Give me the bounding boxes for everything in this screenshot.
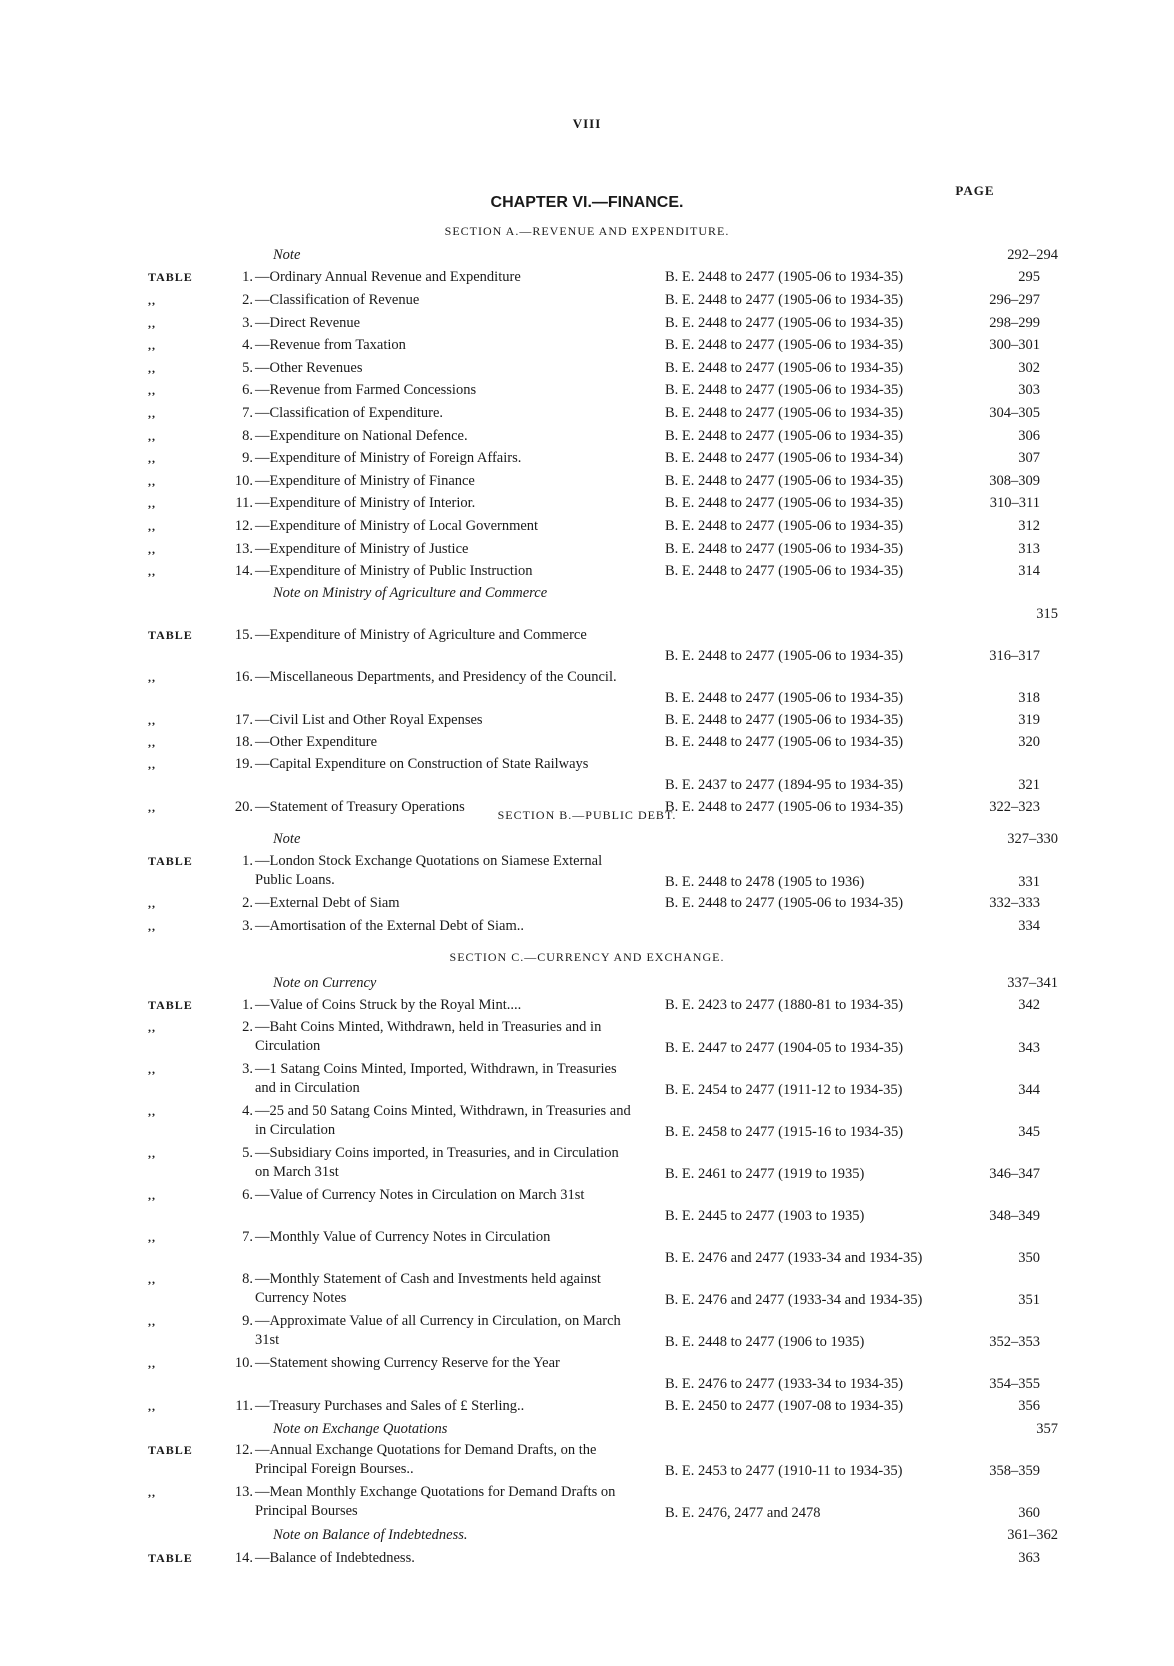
toc-entry — [148, 1269, 1040, 1311]
table-label: ,, — [148, 918, 156, 933]
year-range: B. E. 2445 to 2477 (1903 to 1935) — [665, 1208, 865, 1225]
table-number: 10. — [234, 1355, 253, 1372]
table-label: ,, — [148, 473, 156, 488]
table-label: ,, — [148, 1062, 156, 1077]
table-label: ,, — [148, 496, 156, 511]
table-number: 17. — [234, 711, 253, 728]
toc-entry — [148, 538, 1040, 561]
entry-title: —External Debt of Siam — [255, 895, 400, 912]
year-range: B. E. 2453 to 2477 (1910-11 to 1934-35) — [665, 1463, 903, 1480]
year-range: B. E. 2476 to 2477 (1933-34 to 1934-35) — [665, 1376, 904, 1393]
toc-entry — [148, 851, 1040, 893]
table-number: 5. — [242, 1145, 253, 1162]
table-label: ,, — [148, 735, 156, 750]
toc-entry — [148, 893, 1040, 916]
page-number: 334 — [1018, 917, 1040, 934]
page-number: 304–305 — [989, 404, 1040, 421]
toc-entry — [148, 380, 1040, 403]
page-number: 316–317 — [989, 647, 1040, 664]
entry-title: —Monthly Value of Currency Notes in Circulation — [255, 1229, 551, 1246]
toc-entry — [148, 1547, 1040, 1570]
table-number: 1. — [242, 997, 253, 1014]
table-number: 18. — [234, 734, 253, 751]
page-number: 352–353 — [989, 1334, 1040, 1351]
page-number: 351 — [1018, 1292, 1040, 1309]
entry-title: —Value of Coins Struck by the Royal Mint.... — [255, 997, 522, 1014]
page-number: 345 — [1018, 1124, 1040, 1141]
table-label: ,, — [148, 518, 156, 533]
toc-entry — [148, 1101, 1040, 1143]
table-label: ,, — [148, 712, 156, 727]
table-number: 15. — [234, 626, 253, 643]
toc-entry — [148, 1440, 1040, 1482]
entry-title: —Revenue from Farmed Concessions — [255, 382, 477, 399]
entry-title: Note on Ministry of Agriculture and Commerce — [273, 584, 548, 601]
toc-entry — [148, 402, 1040, 425]
entry-title: Note on Balance of Indebtedness. — [273, 1527, 468, 1544]
entry-title: —Mean Monthly Exchange Quotations for Demand Drafts on Principal Bourses — [255, 1484, 616, 1520]
table-number: 9. — [242, 1313, 253, 1330]
year-range: B. E. 2450 to 2477 (1907-08 to 1934-35) — [665, 1397, 904, 1414]
page-number: 314 — [1018, 563, 1040, 580]
year-range: B. E. 2448 to 2477 (1905-06 to 1934-35) — [665, 337, 904, 354]
table-label: ,, — [148, 541, 156, 556]
page-number: 306 — [1018, 427, 1040, 444]
entry-title: —Expenditure of Ministry of Interior. — [255, 495, 476, 512]
section-b-title: SECTION B.—PUBLIC DEBT. — [497, 808, 677, 822]
table-number: 8. — [242, 427, 253, 444]
table-number: 2. — [242, 895, 253, 912]
page-number: 321 — [1018, 777, 1040, 794]
entry-title: —London Stock Exchange Quotations on Siamese External Public Loans. — [255, 852, 603, 888]
year-range: B. E. 2448 to 2478 (1905 to 1936) — [665, 873, 865, 890]
year-range: B. E. 2448 to 2477 (1905-06 to 1934-35) — [665, 472, 904, 489]
year-range: B. E. 2423 to 2477 (1880-81 to 1934-35) — [665, 997, 904, 1014]
entry-title: —Revenue from Taxation — [255, 337, 406, 354]
year-range: B. E. 2448 to 2477 (1906 to 1935) — [665, 1334, 865, 1351]
year-range: B. E. 2448 to 2477 (1905-06 to 1934-35) — [665, 314, 904, 331]
toc-entry — [148, 560, 1040, 583]
toc-entry — [148, 357, 1040, 380]
toc-entry — [148, 972, 1058, 995]
table-number: 3. — [242, 917, 253, 934]
entry-title: Note — [273, 830, 301, 847]
entry-title: —Civil List and Other Royal Expenses — [255, 711, 483, 728]
section-c-title: SECTION C.—CURRENCY AND EXCHANGE. — [449, 950, 725, 964]
page-number: 348–349 — [989, 1208, 1040, 1225]
table-label: ,, — [148, 383, 156, 398]
toc-entry — [148, 312, 1040, 335]
section-c-entries — [148, 972, 1058, 1570]
entry-title: —Subsidiary Coins imported, in Treasuries, and in Circulation on March 31st — [255, 1145, 619, 1181]
table-label: ,, — [148, 1188, 156, 1203]
page-number: 357 — [1036, 1420, 1058, 1437]
entry-title: —Baht Coins Minted, Withdrawn, held in Treasuries and in Circulation — [255, 1019, 602, 1055]
toc-entry — [148, 1143, 1040, 1185]
table-label: ,, — [148, 405, 156, 420]
table-label: ,, — [148, 428, 156, 443]
entry-title: —Expenditure on National Defence. — [255, 427, 468, 444]
table-number: 10. — [234, 472, 253, 489]
table-label: TABLE — [148, 1443, 193, 1458]
entry-title: —Amortisation of the External Debt of Siam.. — [255, 917, 525, 934]
toc-entry — [148, 1185, 1040, 1227]
page-number: 310–311 — [989, 495, 1040, 512]
entry-title: —Statement of Treasury Operations — [255, 798, 465, 815]
page-number: 307 — [1018, 450, 1040, 467]
table-number: 1. — [242, 269, 253, 286]
toc-entry — [148, 470, 1040, 493]
page-number: 320 — [1018, 734, 1040, 751]
entry-title: Note — [273, 246, 301, 263]
page-number: 315 — [1036, 605, 1058, 622]
entry-title: —1 Satang Coins Minted, Imported, Withdrawn, in Treasuries and in Circulation — [255, 1061, 617, 1097]
toc-entry — [148, 1418, 1058, 1441]
year-range: B. E. 2448 to 2477 (1905-06 to 1934-35) — [665, 689, 904, 706]
table-label: ,, — [148, 1104, 156, 1119]
year-range: B. E. 2461 to 2477 (1919 to 1935) — [665, 1166, 865, 1183]
page-number: 313 — [1018, 540, 1040, 557]
page-number: 346–347 — [989, 1166, 1040, 1183]
table-label: ,, — [148, 1398, 156, 1413]
page-number: 337–341 — [1007, 974, 1058, 991]
entry-title: —Treasury Purchases and Sales of £ Sterling.. — [255, 1397, 525, 1414]
table-number: 7. — [242, 404, 253, 421]
page-number: 356 — [1018, 1397, 1040, 1414]
table-number: 4. — [242, 337, 253, 354]
entry-title: —Miscellaneous Departments, and Presidency of the Council. — [255, 668, 617, 685]
table-number: 3. — [242, 314, 253, 331]
table-number: 19. — [234, 756, 253, 773]
table-label — [148, 583, 203, 625]
table-number: 2. — [242, 1019, 253, 1036]
table-label: TABLE — [148, 998, 193, 1013]
table-number: 14. — [234, 563, 253, 580]
table-label: ,, — [148, 757, 156, 772]
entry-title: —Expenditure of Ministry of Justice — [255, 540, 469, 557]
toc-entry — [148, 625, 1040, 667]
year-range: B. E. 2454 to 2477 (1911-12 to 1934-35) — [665, 1082, 903, 1099]
page-number: 319 — [1018, 711, 1040, 728]
year-range: B. E. 2448 to 2477 (1905-06 to 1934-35) — [665, 711, 904, 728]
section-a-title: SECTION A.—REVENUE AND EXPENDITURE. — [444, 224, 730, 238]
page-number: 295 — [1018, 269, 1040, 286]
year-range: B. E. 2448 to 2477 (1905-06 to 1934-35) — [665, 563, 904, 580]
table-number: 6. — [242, 382, 253, 399]
table-label: ,, — [148, 451, 156, 466]
section-a-entries — [148, 244, 1058, 819]
year-range: B. E. 2458 to 2477 (1915-16 to 1934-35) — [665, 1124, 904, 1141]
page-number: 342 — [1018, 997, 1040, 1014]
entry-title: —Monthly Statement of Cash and Investments held against Currency Notes — [255, 1271, 601, 1307]
table-number — [203, 583, 255, 625]
toc-entry — [148, 334, 1040, 357]
table-number: 11. — [235, 1397, 253, 1414]
toc-entry — [148, 289, 1040, 312]
toc-entry — [148, 1524, 1058, 1547]
year-range: B. E. 2448 to 2477 (1905-06 to 1934-35) — [665, 427, 904, 444]
entry-title: —Value of Currency Notes in Circulation on March 31st — [255, 1187, 585, 1204]
toc-entry — [148, 1059, 1040, 1101]
entry-title: —Expenditure of Ministry of Local Government — [255, 517, 539, 534]
toc-entry — [148, 244, 1058, 267]
table-number: 12. — [234, 517, 253, 534]
table-label: TABLE — [148, 627, 193, 642]
page-number: 302 — [1018, 359, 1040, 376]
year-range: B. E. 2448 to 2477 (1905-06 to 1934-35) — [665, 404, 904, 421]
page-number: 350 — [1018, 1250, 1040, 1267]
table-label: ,, — [148, 1272, 156, 1287]
entry-title: —Other Expenditure — [255, 734, 378, 751]
page-number: 327–330 — [1007, 830, 1058, 847]
year-range: B. E. 2448 to 2477 (1905-06 to 1934-34) — [665, 450, 904, 467]
toc-entry — [148, 667, 1040, 709]
toc-entry — [148, 267, 1040, 290]
table-number: 20. — [234, 798, 253, 815]
page-number: 296–297 — [989, 291, 1040, 308]
table-label: ,, — [148, 1146, 156, 1161]
table-label: ,, — [148, 1230, 156, 1245]
table-label: ,, — [148, 799, 156, 814]
table-number: 5. — [242, 359, 253, 376]
toc-entry — [148, 1227, 1040, 1269]
page-number: 292–294 — [1007, 246, 1058, 263]
table-label: ,, — [148, 360, 156, 375]
toc-entry — [148, 709, 1040, 732]
page-number: 332–333 — [989, 895, 1040, 912]
entry-title: —Expenditure of Ministry of Public Instruction — [255, 563, 533, 580]
toc-entry — [148, 447, 1040, 470]
entry-title: —Statement showing Currency Reserve for the Year — [255, 1355, 560, 1372]
page-number: 361–362 — [1007, 1527, 1058, 1544]
year-range: B. E. 2437 to 2477 (1894-95 to 1934-35) — [665, 777, 904, 794]
table-label: ,, — [148, 1314, 156, 1329]
table-number: 13. — [234, 1484, 253, 1501]
year-range: B. E. 2448 to 2477 (1905-06 to 1934-35) — [665, 495, 904, 512]
toc-entry — [148, 995, 1040, 1018]
entry-title: —Balance of Indebtedness. — [255, 1549, 415, 1566]
table-label: ,, — [148, 1020, 156, 1035]
table-number: 4. — [242, 1103, 253, 1120]
page-number: 354–355 — [989, 1376, 1040, 1393]
table-number: 14. — [234, 1549, 253, 1566]
table-label: TABLE — [148, 853, 193, 868]
table-number: 9. — [242, 450, 253, 467]
table-label: ,, — [148, 292, 156, 307]
page-number: 300–301 — [989, 337, 1040, 354]
page-number: 312 — [1018, 517, 1040, 534]
roman-page-number: VIII — [572, 116, 602, 131]
toc-entry — [148, 1017, 1040, 1059]
year-range: B. E. 2448 to 2477 (1905-06 to 1934-35) — [665, 798, 904, 815]
year-range: B. E. 2448 to 2477 (1905-06 to 1934-35) — [665, 382, 904, 399]
year-range: B. E. 2448 to 2477 (1905-06 to 1934-35) — [665, 734, 904, 751]
year-range: B. E. 2448 to 2477 (1905-06 to 1934-35) — [665, 517, 904, 534]
toc-entry — [148, 515, 1040, 538]
table-number: 8. — [242, 1271, 253, 1288]
table-number: 7. — [242, 1229, 253, 1246]
page-number: 344 — [1018, 1082, 1040, 1099]
toc-entry — [148, 583, 1058, 625]
entry-title: —25 and 50 Satang Coins Minted, Withdrawn, in Treasuries and in Circulation — [255, 1103, 631, 1139]
page-column-heading: PAGE — [955, 183, 995, 198]
table-label: ,, — [148, 564, 156, 579]
entry-title: —Classification of Revenue — [255, 291, 420, 308]
entry-title: —Approximate Value of all Currency in Circulation, on March 31st — [255, 1313, 621, 1349]
table-number: 16. — [234, 668, 253, 685]
page-number: 363 — [1018, 1549, 1040, 1566]
year-range: B. E. 2448 to 2477 (1905-06 to 1934-35) — [665, 895, 904, 912]
page-number: 318 — [1018, 689, 1040, 706]
entry-title: —Ordinary Annual Revenue and Expenditure — [255, 269, 521, 286]
table-number: 3. — [242, 1061, 253, 1078]
table-label: ,, — [148, 1356, 156, 1371]
toc-entry — [148, 1353, 1040, 1395]
year-range: B. E. 2447 to 2477 (1904-05 to 1934-35) — [665, 1040, 904, 1057]
entry-title: —Classification of Expenditure. — [255, 404, 444, 421]
table-label: ,, — [148, 315, 156, 330]
entry-title: Note on Currency — [273, 974, 377, 991]
entry-title: —Capital Expenditure on Construction of State Railways — [255, 756, 589, 773]
table-number: 1. — [242, 852, 253, 869]
entry-title: —Other Revenues — [255, 359, 363, 376]
table-label: ,, — [148, 669, 156, 684]
year-range: B. E. 2476, 2477 and 2478 — [665, 1505, 821, 1522]
section-b-entries — [148, 828, 1058, 938]
year-range: B. E. 2448 to 2477 (1905-06 to 1934-35) — [665, 647, 904, 664]
year-range: B. E. 2448 to 2477 (1905-06 to 1934-35) — [665, 359, 904, 376]
year-range: B. E. 2476 and 2477 (1933-34 and 1934-35) — [665, 1250, 923, 1267]
page-number: 322–323 — [989, 798, 1040, 815]
page-number: 303 — [1018, 382, 1040, 399]
toc-entry — [148, 1482, 1040, 1524]
entry-title: —Direct Revenue — [255, 314, 361, 331]
page-number: 343 — [1018, 1040, 1040, 1057]
toc-entry — [148, 732, 1040, 755]
table-label: ,, — [148, 1485, 156, 1500]
toc-entry — [148, 1395, 1040, 1418]
page-number: 298–299 — [989, 314, 1040, 331]
table-number: 11. — [235, 495, 253, 512]
table-label: ,, — [148, 338, 156, 353]
table-label: TABLE — [148, 270, 193, 285]
year-range: B. E. 2448 to 2477 (1905-06 to 1934-35) — [665, 291, 904, 308]
entry-title: —Annual Exchange Quotations for Demand Drafts, on the Principal Foreign Bourses.. — [255, 1442, 597, 1478]
table-label: TABLE — [148, 1550, 193, 1565]
page-number: 308–309 — [989, 472, 1040, 489]
toc-entry — [148, 828, 1058, 851]
page-number: 358–359 — [989, 1463, 1040, 1480]
table-number: 6. — [242, 1187, 253, 1204]
entry-title: —Expenditure of Ministry of Agriculture and Commerce — [255, 626, 587, 643]
toc-entry — [148, 1311, 1040, 1353]
toc-entry — [148, 425, 1040, 448]
table-number: 13. — [234, 540, 253, 557]
year-range: B. E. 2448 to 2477 (1905-06 to 1934-35) — [665, 269, 904, 286]
entry-title: —Expenditure of Ministry of Foreign Affairs. — [255, 450, 522, 467]
toc-entry — [148, 493, 1040, 516]
chapter-title: CHAPTER VI.—FINANCE. — [490, 194, 684, 211]
table-number: 12. — [234, 1442, 253, 1459]
entry-title: Note on Exchange Quotations — [273, 1420, 448, 1437]
page-number: 331 — [1018, 873, 1040, 890]
year-range: B. E. 2476 and 2477 (1933-34 and 1934-35) — [665, 1292, 923, 1309]
toc-entry — [148, 754, 1040, 796]
year-range: B. E. 2448 to 2477 (1905-06 to 1934-35) — [665, 540, 904, 557]
entry-title: —Expenditure of Ministry of Finance — [255, 472, 475, 489]
toc-entry — [148, 915, 1040, 938]
table-label: ,, — [148, 896, 156, 911]
table-number: 2. — [242, 291, 253, 308]
page-number: 360 — [1018, 1505, 1040, 1522]
